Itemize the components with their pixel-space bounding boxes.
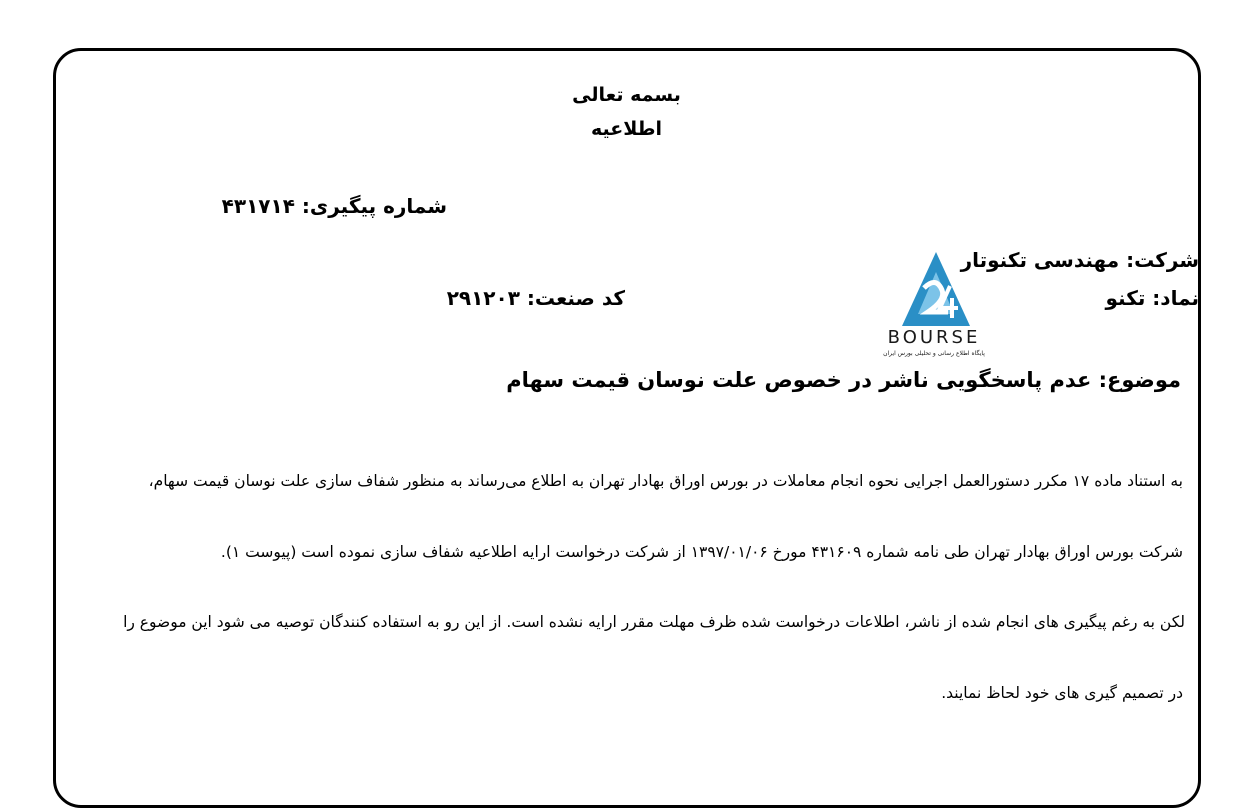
header-title: اطلاعیه	[590, 118, 663, 140]
bourse-logo-icon	[866, 246, 1002, 360]
subject-line: موضوع: عدم پاسخگویی ناشر در خصوص علت نوسان قیمت سهام	[506, 368, 1181, 392]
industry-code: کد صنعت: ۲۹۱۲۰۳	[446, 286, 625, 310]
paragraph-line: لکن به رغم پیگیری های انجام شده از ناشر، اطلاعات درخواست شده ظرف مهلت مقرر ارایه نشده است. از این رو به استفاده کنندگان توصیه می شود این موضوع را	[123, 613, 1185, 631]
company-name: شرکت: مهندسی تکنوتار	[960, 248, 1199, 272]
paragraph-line: به استناد ماده ۱۷ مکرر دستورالعمل اجرایی نحوه انجام معاملات در بورس اوراق بهادار تهران به اطلاع می‌رساند به منظور شفاف سازی علت نوسان قیمت سهام،	[148, 472, 1183, 490]
paragraph-line: شرکت بورس اوراق بهادار تهران طی نامه شماره ۴۳۱۶۰۹ مورخ ۱۳۹۷/۰۱/۰۶ از شرکت درخواست ارایه اطلاعیه شفاف سازی نموده است (پیوست ۱).	[220, 543, 1183, 561]
stock-symbol: نماد: تکنو	[1105, 286, 1199, 310]
tracking-number: شماره پیگیری: ۴۳۱۷۱۴	[221, 194, 447, 218]
logo-tagline: پایگاه اطلاع رسانی و تحلیلی بورس ایران	[883, 350, 985, 357]
paragraph-line: در تصمیم گیری های خود لحاظ نمایند.	[941, 684, 1183, 702]
logo-text: BOURSE	[887, 327, 981, 348]
header-basmala: بسمه تعالی	[572, 84, 681, 106]
